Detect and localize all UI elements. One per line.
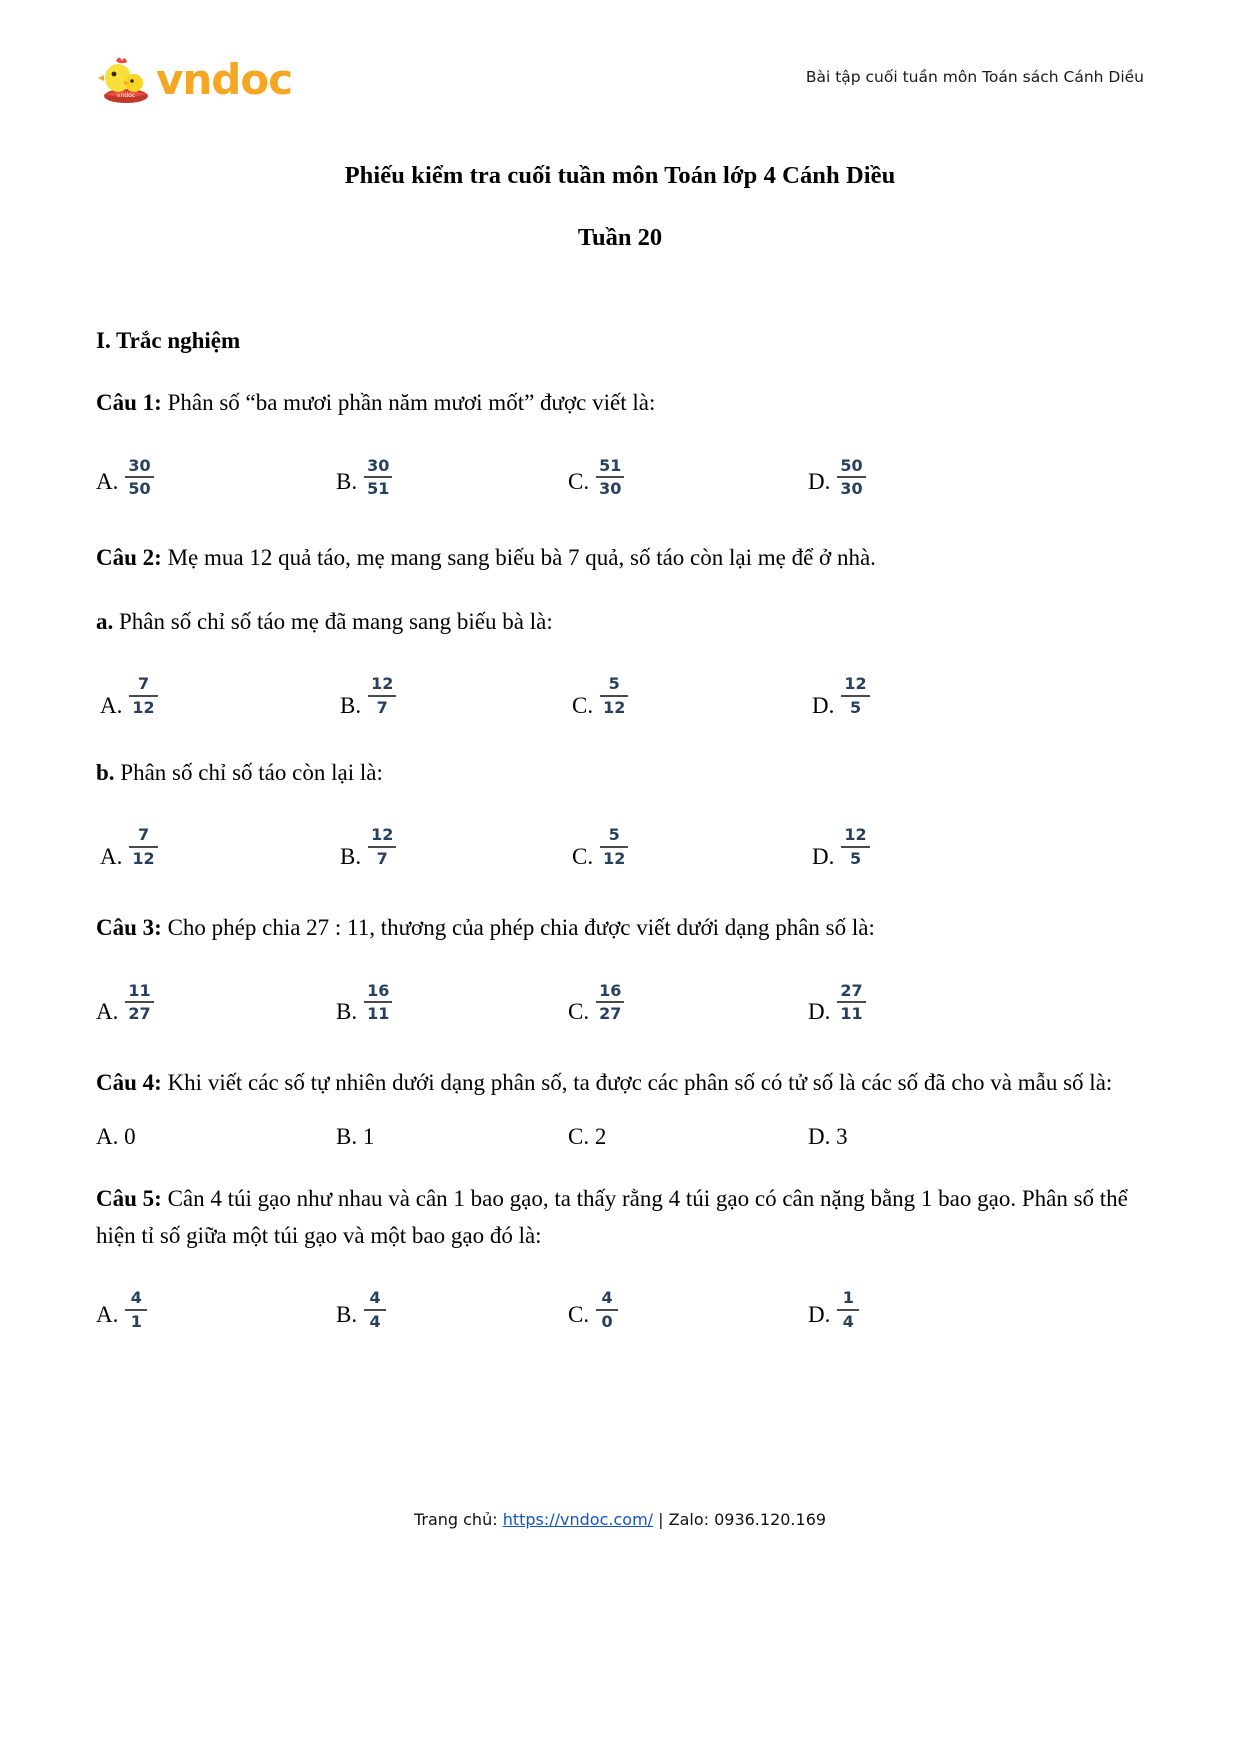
fraction-denominator: 5: [849, 848, 862, 868]
fraction-denominator: 7: [376, 848, 388, 868]
question-4-options: [96, 1124, 1144, 1150]
fraction: [364, 457, 392, 498]
fraction-denominator: 0: [601, 1311, 613, 1331]
option-1-a[interactable]: [96, 455, 336, 499]
footer-link[interactable]: https://vndoc.com/: [502, 1510, 654, 1529]
option-key: B.: [340, 844, 362, 869]
option-1-d[interactable]: [808, 455, 1008, 499]
option-key: D.: [808, 1302, 831, 1327]
option-key: B.: [336, 1302, 358, 1327]
fraction: [129, 675, 157, 716]
fraction-numerator: 12: [371, 825, 394, 845]
fraction-bar: [364, 1309, 386, 1311]
fraction: [364, 982, 392, 1023]
fraction-numerator: 5: [608, 825, 620, 845]
question-3-options: [96, 972, 1144, 1034]
fraction-numerator: 16: [367, 980, 390, 1000]
fraction: [837, 1289, 859, 1330]
fraction-denominator: 1: [130, 1311, 142, 1331]
option-5-d[interactable]: [808, 1290, 1008, 1331]
fraction: [841, 826, 869, 867]
option-key: A.: [100, 844, 123, 869]
fraction: [596, 1289, 618, 1330]
fraction-bar: [368, 695, 396, 697]
option-key: D.: [812, 844, 835, 869]
fraction-numerator: 4: [601, 1288, 613, 1308]
fraction-denominator: 12: [603, 848, 626, 868]
document-footer: [0, 1510, 1240, 1529]
option-2a-d[interactable]: [812, 676, 1012, 717]
question-3-label: Câu 3:: [96, 915, 162, 940]
fraction-bar: [368, 846, 396, 848]
fraction-denominator: 30: [840, 479, 863, 499]
question-2b-options: [96, 817, 1144, 879]
option-5-b[interactable]: [336, 1290, 568, 1331]
question-5-options: [96, 1280, 1144, 1342]
fraction-numerator: 7: [137, 674, 150, 694]
option-key: C.: [568, 1302, 590, 1327]
question-5-label: Câu 5:: [96, 1185, 162, 1211]
fraction: [841, 675, 869, 716]
question-2b: [96, 754, 1144, 791]
option-2b-a[interactable]: [100, 827, 340, 868]
page-subtitle: Tuần 20: [577, 224, 663, 251]
fraction-numerator: 27: [840, 980, 863, 1000]
option-key: D.: [812, 692, 835, 718]
option-key: C.: [572, 844, 594, 869]
document-header: [96, 40, 1144, 112]
option-2b-c[interactable]: [572, 827, 812, 868]
question-2-text: Mẹ mua 12 quả táo, mẹ mang sang biếu bà 7 quả, số táo còn lại mẹ để ở nhà.: [167, 545, 876, 571]
option-5-c[interactable]: [568, 1290, 808, 1331]
fraction-bar: [837, 1309, 859, 1311]
question-2a-text: Phân số chỉ số táo mẹ đã mang sang biếu bà là:: [119, 608, 553, 634]
fraction: [125, 982, 153, 1023]
option-3-c[interactable]: [568, 980, 808, 1025]
option-key: A.: [96, 999, 119, 1025]
fraction-denominator: 27: [128, 1004, 151, 1024]
question-4-text: Khi viết các số tự nhiên dưới dạng phân số, ta được các phân số có tử số là các số đã cho và mẫu số là:: [167, 1070, 1113, 1096]
fraction: [129, 826, 157, 867]
option-key: D. 3: [808, 1123, 848, 1149]
fraction-numerator: 16: [599, 980, 622, 1000]
option-key: C.: [568, 999, 590, 1025]
option-2b-b[interactable]: [340, 827, 572, 868]
fraction: [600, 826, 628, 867]
option-key: C. 2: [568, 1123, 607, 1149]
fraction-bar: [125, 1001, 153, 1003]
question-2b-text: Phân số chỉ số táo còn lại là:: [120, 759, 383, 785]
fraction-bar: [125, 1309, 147, 1311]
fraction-numerator: 4: [369, 1288, 381, 1308]
option-key: B. 1: [336, 1123, 375, 1149]
option-2a-b[interactable]: [340, 676, 572, 717]
fraction-denominator: 30: [599, 479, 622, 499]
option-4-c[interactable]: [568, 1124, 808, 1150]
fraction-numerator: 7: [137, 825, 150, 845]
fraction-denominator: 50: [128, 479, 151, 499]
footer-suffix: | Zalo: 0936.120.169: [653, 1510, 827, 1529]
fraction-denominator: 12: [132, 697, 155, 717]
fraction-bar: [596, 476, 624, 478]
option-key: B.: [336, 469, 358, 495]
option-3-b[interactable]: [336, 980, 568, 1025]
question-2: [96, 539, 1144, 576]
vndoc-logo[interactable]: [96, 50, 292, 106]
fraction-bar: [125, 476, 153, 478]
question-1-options: [96, 447, 1144, 509]
page-title: Phiếu kiểm tra cuối tuần môn Toán lớp 4 Cánh Diều: [344, 162, 896, 189]
fraction: [368, 675, 396, 716]
question-2a-options: [96, 666, 1144, 728]
fraction-numerator: 51: [599, 455, 622, 475]
option-4-a[interactable]: [96, 1124, 336, 1150]
fraction-numerator: 12: [844, 674, 867, 694]
fraction-bar: [841, 695, 869, 697]
footer-prefix: Trang chủ:: [413, 1510, 503, 1529]
option-3-a[interactable]: [96, 980, 336, 1025]
fraction-numerator: 4: [130, 1288, 142, 1308]
fraction: [364, 1289, 386, 1330]
option-key: A.: [100, 692, 123, 718]
option-3-d[interactable]: [808, 980, 1008, 1025]
option-1-b[interactable]: [336, 455, 568, 499]
fraction-bar: [600, 695, 628, 697]
fraction: [596, 982, 624, 1023]
option-key: A.: [96, 1302, 119, 1327]
question-2a-label: a.: [96, 608, 114, 634]
fraction-bar: [129, 695, 157, 697]
fraction-denominator: 12: [132, 848, 155, 868]
option-key: D.: [808, 469, 831, 495]
section-heading: I. Trắc nghiệm: [96, 328, 241, 353]
header-note: Bài tập cuối tuần môn Toán sách Cánh Diều: [805, 68, 1144, 86]
fraction: [125, 457, 153, 498]
question-4-label: Câu 4:: [96, 1070, 162, 1096]
chicken-logo-icon: [96, 50, 152, 106]
option-key: B.: [340, 692, 362, 718]
fraction-bar: [837, 1001, 865, 1003]
option-key: C.: [568, 469, 590, 495]
fraction-bar: [129, 846, 157, 848]
fraction: [596, 457, 624, 498]
question-1-label: Câu 1:: [96, 390, 162, 415]
fraction: [600, 675, 628, 716]
option-key: B.: [336, 999, 358, 1025]
option-key: D.: [808, 999, 831, 1025]
fraction-denominator: 11: [840, 1004, 863, 1024]
brand-wordmark: vndoc: [156, 55, 293, 104]
option-key: A.: [96, 469, 119, 495]
fraction-bar: [596, 1001, 624, 1003]
fraction-numerator: 1: [842, 1288, 854, 1308]
fraction-numerator: 11: [128, 980, 151, 1000]
fraction-denominator: 51: [367, 479, 390, 499]
fraction-numerator: 30: [367, 455, 390, 475]
question-1: [96, 384, 1144, 421]
fraction: [837, 457, 865, 498]
fraction-denominator: 4: [369, 1311, 381, 1331]
fraction-denominator: 27: [599, 1004, 622, 1024]
fraction-numerator: 12: [371, 674, 394, 694]
option-5-a[interactable]: [96, 1290, 336, 1331]
question-2b-label: b.: [96, 759, 115, 785]
option-1-c[interactable]: [568, 455, 808, 499]
fraction-bar: [364, 1001, 392, 1003]
question-2-label: Câu 2:: [96, 545, 162, 571]
fraction: [837, 982, 865, 1023]
fraction: [125, 1289, 147, 1330]
fraction-numerator: 12: [844, 825, 867, 845]
fraction: [368, 826, 396, 867]
option-key: C.: [572, 692, 594, 718]
question-3: [96, 909, 1144, 946]
fraction-denominator: 5: [849, 697, 862, 717]
question-5-text: Cân 4 túi gạo như nhau và cân 1 bao gạo, ta thấy rằng 4 túi gạo có cân nặng bằng 1 bao gạo. Phân số thể hiện tỉ số giữa một túi gạo và một bao gạo đó là:: [96, 1185, 1128, 1248]
option-4-b[interactable]: [336, 1124, 568, 1150]
question-1-text: Phân số “ba mươi phần năm mươi mốt” được viết là:: [167, 390, 656, 415]
fraction-bar: [596, 1309, 618, 1311]
fraction-bar: [600, 846, 628, 848]
option-2a-a[interactable]: [100, 676, 340, 717]
fraction-denominator: 4: [842, 1311, 854, 1331]
fraction-bar: [841, 846, 869, 848]
question-4: [96, 1064, 1144, 1101]
fraction-numerator: 50: [840, 455, 863, 475]
option-2b-d[interactable]: [812, 827, 1012, 868]
question-3-text: Cho phép chia 27 : 11, thương của phép chia được viết dưới dạng phân số là:: [167, 915, 875, 940]
fraction-denominator: 12: [603, 697, 626, 717]
svg-text:vndoc: vndoc: [116, 92, 136, 99]
fraction-numerator: 30: [128, 455, 151, 475]
question-2a: [96, 603, 1144, 640]
fraction-denominator: 7: [376, 697, 388, 717]
fraction-denominator: 11: [367, 1004, 390, 1024]
fraction-bar: [364, 476, 392, 478]
fraction-bar: [837, 476, 865, 478]
option-key: A. 0: [96, 1123, 136, 1149]
question-5: [96, 1180, 1144, 1255]
option-2a-c[interactable]: [572, 676, 812, 717]
fraction-numerator: 5: [608, 674, 620, 694]
option-4-d[interactable]: [808, 1124, 1008, 1150]
